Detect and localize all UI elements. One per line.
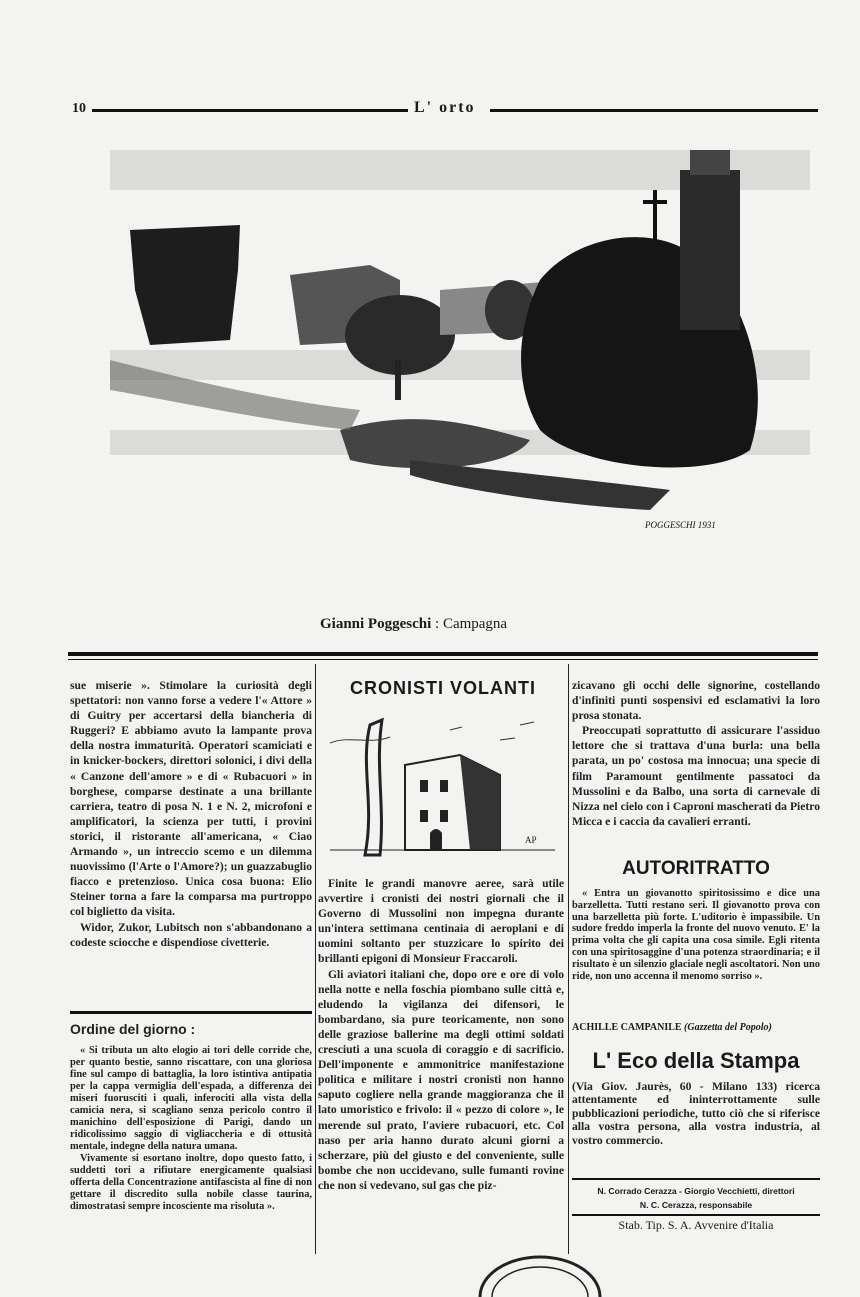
caption-author: Gianni Poggeschi [320, 616, 432, 632]
masthead: L' orto [408, 99, 482, 117]
library-stamp [470, 1252, 610, 1297]
cronisti-title: CRONISTI VOLANTI [350, 678, 536, 698]
directors: N. Corrado Cerazza - Giorgio Vecchietti, direttori [597, 1186, 795, 1196]
section-divider [68, 652, 818, 656]
column-divider [70, 1011, 312, 1014]
column-1-article [70, 678, 312, 950]
cronisti-drawing [330, 705, 555, 860]
cronisti-article [318, 876, 564, 1193]
column-3-continuation [572, 678, 820, 829]
colophon-rule [572, 1214, 820, 1216]
caption-title: Campagna [442, 616, 508, 632]
paragraph: (Via Giov. Jaurès, 60 - Milano 133) ricerca attentamente ed ininterrottamente sulle pubblicazioni periodiche, tutto ciò che si riferisce alla vostra persona, alla vostra industria, al vostro commercio. [572, 1080, 820, 1147]
colophon-rule [572, 1178, 820, 1180]
column-rule [315, 664, 316, 1254]
paragraph: sue miserie ». Stimolare la curiosità degli spettatori: non vanno forse a vedere l'« Attore » di Guitry per accertarsi della biancheria di Ruggeri? E abbiamo avuto la lampante prova della nostra immaturità. Operatori scamiciati e in knicker-bockers, direttori solonici, i divi della « Canzone dell'amore » e di « Rubacuori » in borghese, comparse destinate a una brillante carriera, teatro di posa N. 1 e N. 2, microfoni e amplificatori, la scienza per tutti, i provini storici, il ristorante all'americana, « Ciao Armando », un intreccio scemo e un dilemma nuovissimo (l'Arte o l'Amore?); un guazzabuglio fiacco e pretenzioso. Unica cosa buona: Elio Steiner torna a fare la comparsa ma purtroppo col biglietto da visita. [70, 679, 312, 919]
header-rule-left [92, 109, 408, 112]
section-divider-thin [68, 659, 818, 660]
eco-text [572, 1080, 820, 1147]
ordine-del-giorno [70, 1022, 312, 1213]
paragraph: Preoccupati soprattutto di assicurare l'assiduo lettore che si trattava d'una burla: una bella parata, un po' costosa ma innocua; una specie di film Paramount gentilmente passatoci da Mussolini e da Balbo, una sorta di carnevale di Nizza nel cielo con i Caproni mascherati da Pietro Micca e i caccia da cavalieri erranti. [572, 724, 820, 828]
paragraph: Finite le grandi manovre aeree, sarà utile avvertire i cronisti dei nostri giornali che il Governo di Mussolini non impegna durante un'intera settimana centinaia di aeroplani e di uomini soltanto per stuzzicare lo spirito dei brillanti epigoni di Monsieur Fraccaroli. [318, 877, 564, 966]
author: ACHILLE CAMPANILE [572, 1022, 682, 1033]
paragraph: « Si tributa un alto elogio ai tori delle corride che, per quanto bestie, sanno riscattare, con una gloriosa fine sul campo di battaglia, la loro istintiva antipatia per la cappa vermiglia dell'espada, a differenza dei miseri fuorusciti i quali, inferociti alla vista della camicia nera, si scagliano senza pericolo contro il manichino dell'esposizione di Parigi, dando un ridicolissimo saggio di vigliaccheria e di ottusità mentale, indegne della natura umana. [70, 1045, 312, 1153]
source: (Gazzetta del Popolo) [684, 1022, 772, 1033]
colophon [572, 1184, 820, 1212]
responsible: N. C. Cerazza, responsabile [639, 1200, 753, 1210]
printer: Stab. Tip. S. A. Avvenire d'Italia [618, 1218, 774, 1232]
column-rule [568, 664, 569, 1254]
header-rule-right [490, 109, 818, 112]
landscape-illustration [110, 130, 810, 550]
autoritratto-title: AUTORITRATTO [622, 858, 770, 879]
autoritratto-text [572, 888, 820, 982]
paragraph: Widor, Zukor, Lubitsch non s'abbandonano a codeste sciocche e dispendiose civetterie. [70, 920, 312, 949]
paragraph: Gli aviatori italiani che, dopo ore e ore di volo nella notte e nella foschia piombano sulle città e, eludendo la vigilanza dei difensori, le bombardano, sia pure teoricamente, non sono delle graziose ballerine ma degli ottimi soldati cresciuti a una scuola di coraggio e di sacrificio. Dell'imponente e ammonitrice manifestazione politica e militare i nostri cronisti non hanno saputo cogliere nella grande maggioranza che il lato umoristico e frivolo: il « pezzo di colore », le merende sul prato, l'aviere rubacuori, etc. Col naso per aria hanno durato alcuni giorni a scherzare, più del giusto e del conveniente, sulle bombe che non uccidevano, sulle fumanti rovine che non si vedevano, sul gas che piz- [318, 967, 564, 1192]
page-number: 10 [72, 101, 86, 116]
paragraph: « Entra un giovanotto spiritosissimo e dice una barzelletta. Tutti restano seri. Il giovanotto prova con una barzelletta più forte. L'uditorio è impassibile. Un sudore freddo imperla la fronte del nuovo venuto. E' la prima volta che gli capita una cosa simile. Egli ritenta con una spiritosaggine d'una potenza straordinaria; e il risultato è un silenzio glaciale negli ascoltatori. Non uno ride, non uno accenna il menomo sorriso ». [572, 888, 820, 982]
drawing-signature: AP [525, 835, 537, 845]
paragraph: zicavano gli occhi delle signorine, costellando d'infiniti punti sospensivi ed esclamativi la loro prosa stonata. [572, 679, 820, 723]
illustration-signature: POGGESCHI 1931 [645, 520, 716, 530]
eco-title: L' Eco della Stampa [592, 1048, 800, 1073]
illustration-caption [320, 616, 507, 633]
ordine-title: Ordine del giorno : [70, 1021, 196, 1037]
caption-separator: : [431, 616, 443, 632]
autoritratto-attribution [572, 1022, 822, 1033]
paragraph: Vivamente si esortano inoltre, dopo questo fatto, i suddetti tori a rifiutare energicamente qualsiasi offerta della Concentrazione antifascista al fine di non gettare il discredito sulla nobile classe taurina, dimostratasi sempre incosciente ma risoluta ». [70, 1153, 312, 1213]
